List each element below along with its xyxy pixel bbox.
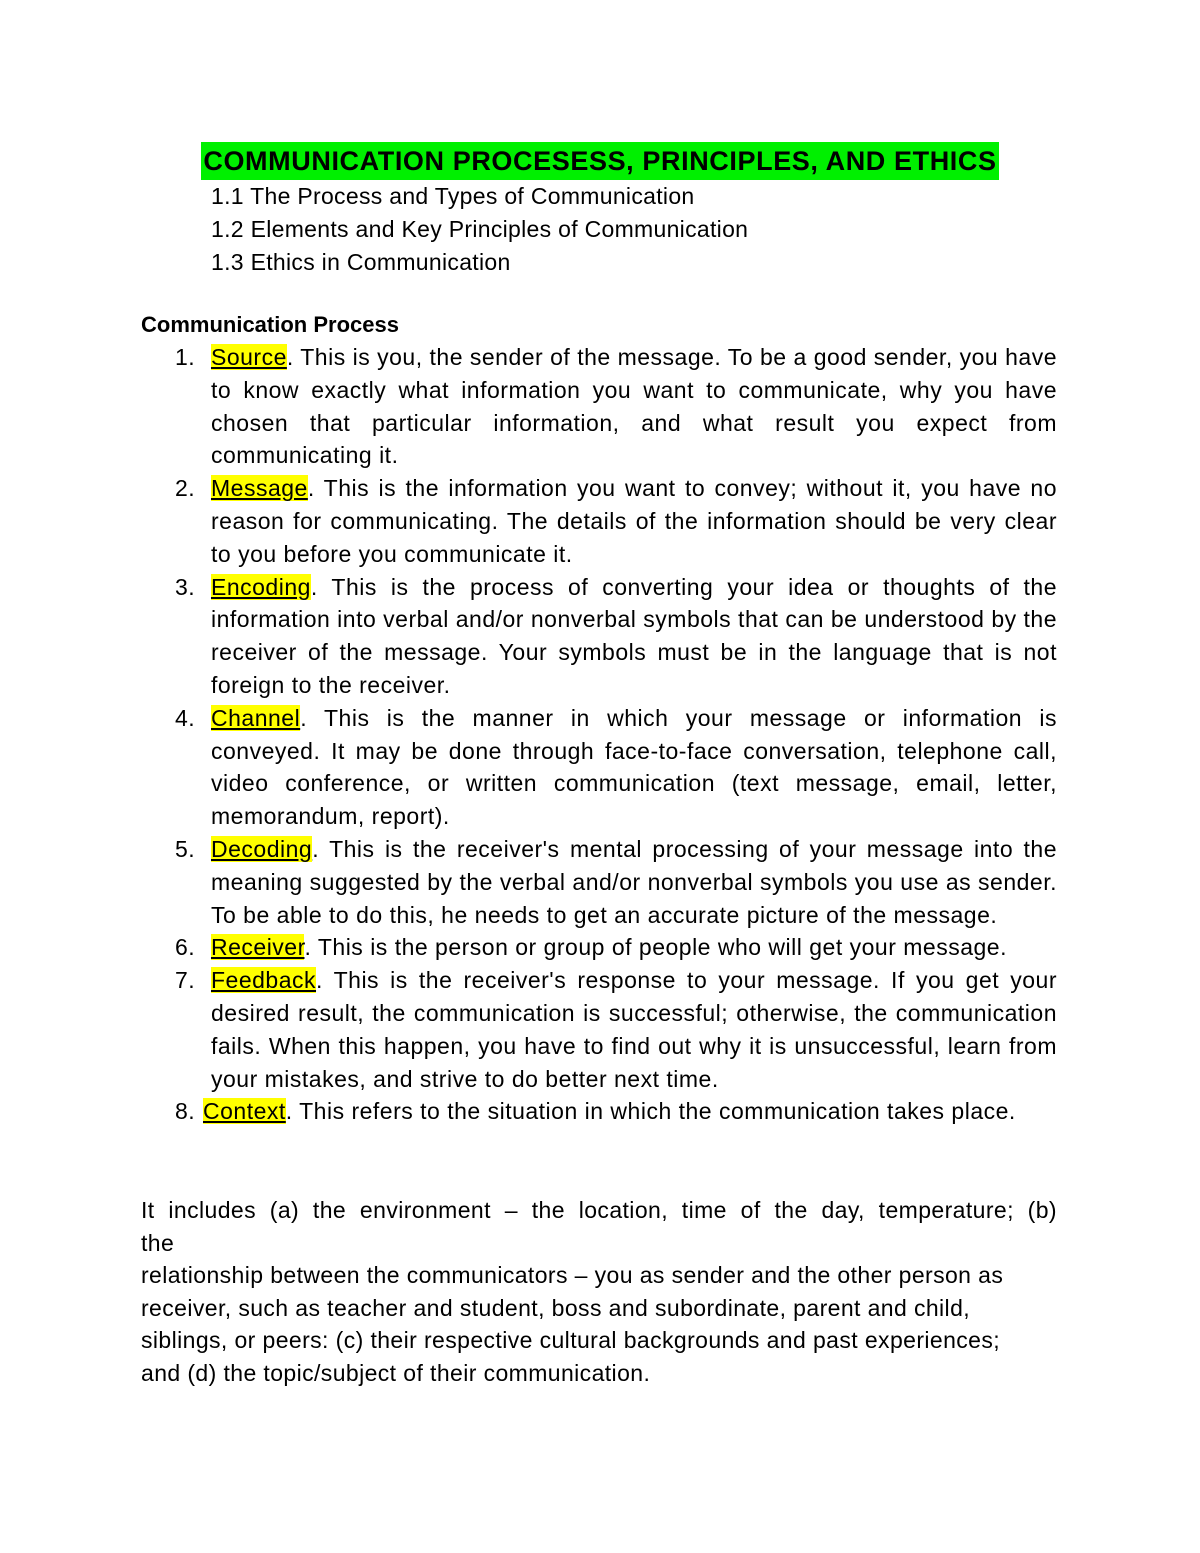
item-number: 3. [175,573,196,600]
item-number: 4. [175,704,196,731]
item-number: 7. [175,967,196,994]
toc-item: 1.2 Elements and Key Principles of Communication [211,216,749,242]
item-term: Channel [211,704,301,731]
item-term: Source [211,344,287,370]
item-text: . This is the receiver's response to your message. If you get your desired result, the communication is successful; otherwise, the communication fails. When this happen, you have to find out why it is unsuccessful, learn from your mistakes, and strive to do better next time. [211,967,1057,1092]
item-number: 8. [175,1098,196,1125]
paragraph-line: and (d) the topic/subject of their communication. [141,1359,651,1386]
list-item [141,702,1057,833]
title-wrap [0,142,1200,180]
paragraph-line: receiver, such as teacher and student, boss and subordinate, parent and child, [141,1294,971,1321]
item-term: Message [211,475,308,502]
list-item [141,341,1057,472]
item-term: Decoding [211,835,313,862]
item-text: . This is you, the sender of the message. To be a good sender, you have to know exactly what information you want to communicate, why you have chosen that particular information, and what result you expect from communicating it. [211,344,1057,469]
table-of-contents [211,180,748,279]
item-term: Context [203,1098,286,1125]
toc-item: 1.1 The Process and Types of Communication [211,183,695,209]
item-term: Encoding [211,573,311,600]
process-list [141,341,1057,1128]
section-heading: Communication Process [141,312,399,337]
item-text: . This is the manner in which your message or information is conveyed. It may be done through face-to-face conversation, telephone call, video conference, or written communication (text message, email, letter, memorandum, report). [211,704,1057,830]
item-text: . This refers to the situation in which the communication takes place. [285,1098,1016,1125]
item-number: 2. [175,475,196,502]
list-item [141,833,1057,931]
item-number: 1. [175,344,196,370]
item-number: 5. [175,835,196,862]
item-term: Feedback [211,967,317,994]
list-item [141,931,1057,964]
paragraph-line: It includes (a) the environment – the location, time of the day, temperature; (b) [141,1197,1057,1223]
context-paragraph [141,1194,1057,1390]
list-item [141,964,1057,1095]
item-text: . This is the process of converting your idea or thoughts of the information into verbal and/or nonverbal symbols that can be understood by the receiver of the message. Your symbols must be in the language that is not foreign to the receiver. [211,573,1057,698]
item-text: . This is the information you want to convey; without it, you have no reason for communicating. The details of the information should be very clear to you before you communicate it. [211,475,1057,567]
list-item [141,472,1057,570]
list-item [141,1095,1057,1128]
paragraph-line: relationship between the communicators – you as sender and the other person as [141,1262,1004,1289]
paragraph-line: siblings, or peers: (c) their respective cultural backgrounds and past experiences; [141,1327,1001,1354]
paragraph-line: the [141,1229,175,1256]
toc-item: 1.3 Ethics in Communication [211,249,511,275]
item-text: . This is the receiver's mental processing of your message into the meaning suggested by the verbal and/or nonverbal symbols you use as sender. To be able to do this, he needs to get an accurate picture of the message. [211,835,1057,928]
list-item [141,571,1057,702]
item-term: Receiver [211,934,305,961]
item-number: 6. [175,934,196,961]
item-text: . This is the person or group of people who will get your message. [304,934,1007,961]
document-title: COMMUNICATION PROCESESS, PRINCIPLES, AND ETHICS [201,142,998,180]
